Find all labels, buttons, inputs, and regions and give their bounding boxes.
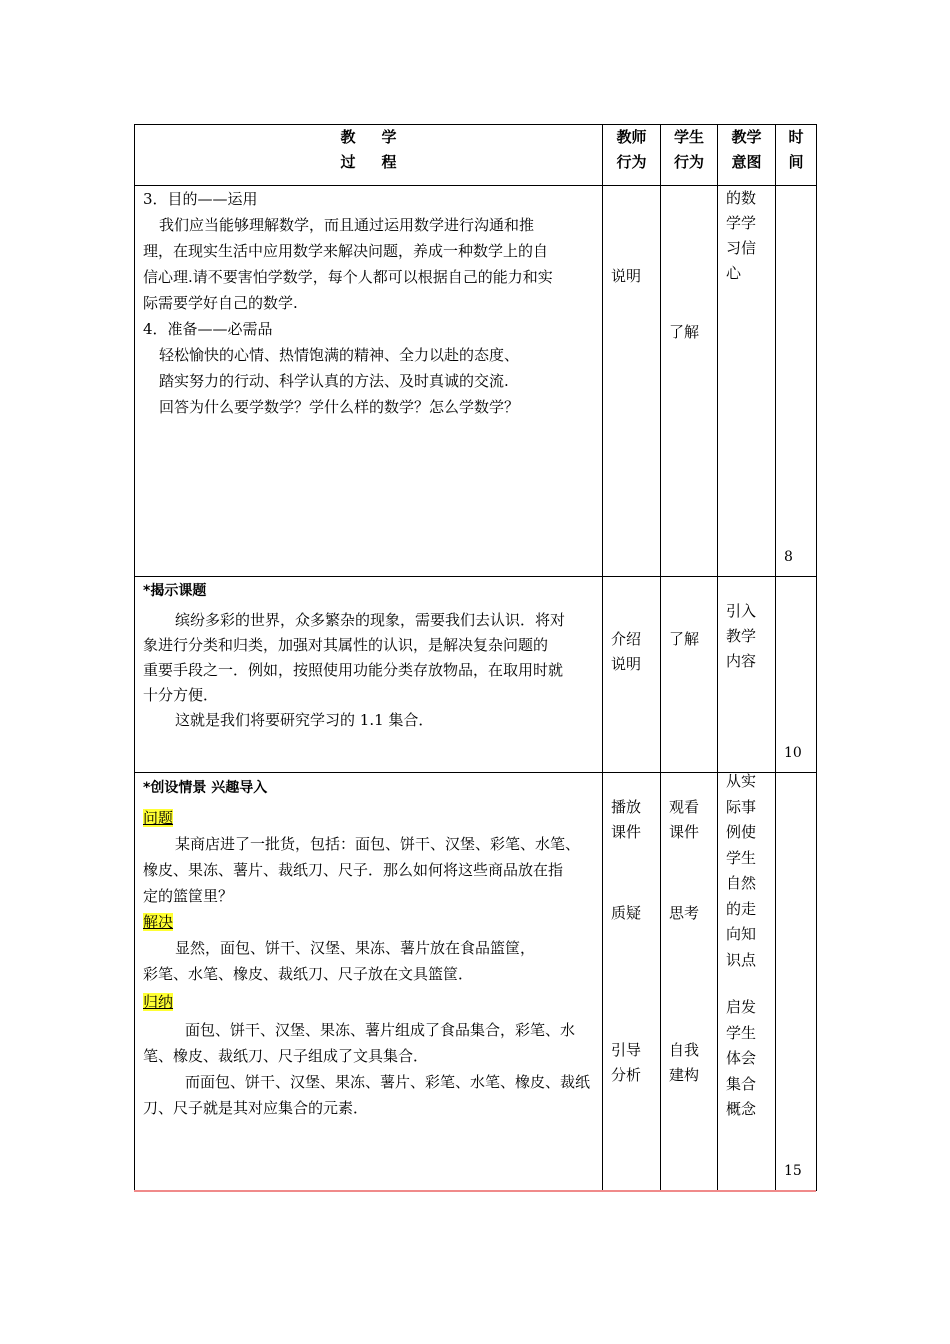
teaching-intent-cell: 从实 际事 例使 学生 自然 的走 向知 识点 启发 学生 体会 集合 概念 (718, 773, 776, 1191)
section-title: *创设情景 兴趣导入 (143, 780, 268, 796)
table-row (135, 773, 817, 1191)
paragraph-line: 刀、尺子就是其对应集合的元素． (143, 1099, 369, 1117)
label-summary: 归纳 (143, 993, 174, 1011)
paragraph-line: 某商店进了一批货，包括：面包、饼干、汉堡、彩笔、水笔、 (175, 835, 581, 853)
process-cell-purpose (135, 186, 603, 577)
time-cell: 8 (776, 186, 817, 577)
label-solve: 解决 (143, 913, 174, 931)
paragraph-line: 十分方便． (143, 686, 219, 704)
teaching-intent-cell: 的数 学学 习信 心 (718, 186, 776, 577)
paragraph-line: 际需要学好自己的数学. (143, 294, 298, 312)
student-behavior-cell: 了解 (661, 186, 718, 577)
section-title: *揭示课题 (143, 583, 207, 599)
paragraph-line: 轻松愉快的心情、热情饱满的精神、全力以赴的态度、 (159, 346, 520, 364)
table-row (135, 577, 817, 773)
paragraph-line: 信心理.请不要害怕学数学，每个人都可以根据自己的能力和实 (143, 268, 553, 286)
process-cell-scenario (135, 773, 603, 1191)
paragraph-line: 定的篮筐里？ (143, 887, 234, 905)
paragraph-line: 踏实努力的行动、科学认真的方法、及时真诚的交流. (159, 372, 509, 390)
paragraph-line: 我们应当能够理解数学，而且通过运用数学进行沟通和推 (159, 216, 535, 234)
paragraph-line: 重要手段之一．例如，按照使用功能分类存放物品，在取用时就 (143, 661, 564, 679)
paragraph-line: 笔、橡皮、裁纸刀、尺子组成了文具集合． (143, 1047, 429, 1065)
header-student-behavior: 学生 行为 (661, 125, 718, 186)
paragraph-line: 显然，面包、饼干、汉堡、果冻、薯片放在食品篮筐， (175, 939, 536, 957)
teacher-behavior-cell: 介绍 说明 (603, 577, 661, 773)
paragraph-line: 而面包、饼干、汉堡、果冻、薯片、彩笔、水笔、橡皮、裁纸 (185, 1073, 591, 1091)
paragraph-line: 面包、饼干、汉堡、果冻、薯片组成了食品集合，彩笔、水 (185, 1021, 576, 1039)
teacher-behavior-cell: 说明 (603, 186, 661, 577)
time-cell: 15 (776, 773, 817, 1191)
paragraph-line: 回答为什么要学数学？学什么样的数学？怎么学数学？ (159, 398, 520, 416)
label-problem: 问题 (143, 809, 174, 827)
section-heading: 3．目的——运用 (143, 190, 258, 208)
section-heading: 4．准备——必需品 (143, 320, 273, 338)
paragraph-line: 这就是我们将要研究学习的 1.1 集合． (175, 711, 434, 729)
page-break-line (134, 1190, 816, 1192)
teacher-behavior-cell: 播放 课件 质疑 引导 分析 (603, 773, 661, 1191)
paragraph-line: 象进行分类和归类，加强对其属性的认识，是解决复杂问题的 (143, 636, 549, 654)
paragraph-line: 彩笔、水笔、橡皮、裁纸刀、尺子放在文具篮筐． (143, 965, 474, 983)
table-header-row (135, 125, 817, 186)
paragraph-line: 橡皮、果冻、薯片、裁纸刀、尺子．那么如何将这些商品放在指 (143, 861, 564, 879)
header-time: 时 间 (776, 125, 817, 186)
header-teaching-process: 教 学 过 程 (135, 125, 603, 186)
paragraph-line: 缤纷多彩的世界，众多繁杂的现象，需要我们去认识．将对 (175, 611, 566, 629)
teaching-intent-cell: 引入 教学 内容 (718, 577, 776, 773)
table-row (135, 186, 817, 577)
student-behavior-cell: 观看 课件 思考 自我 建构 (661, 773, 718, 1191)
time-cell: 10 (776, 577, 817, 773)
paragraph-line: 理，在现实生活中应用数学来解决问题，养成一种数学上的自 (143, 242, 549, 260)
header-teaching-intent: 教学 意图 (718, 125, 776, 186)
student-behavior-cell: 了解 (661, 577, 718, 773)
process-cell-reveal-topic (135, 577, 603, 773)
header-teacher-behavior: 教师 行为 (603, 125, 661, 186)
lesson-plan-table (134, 124, 817, 1191)
